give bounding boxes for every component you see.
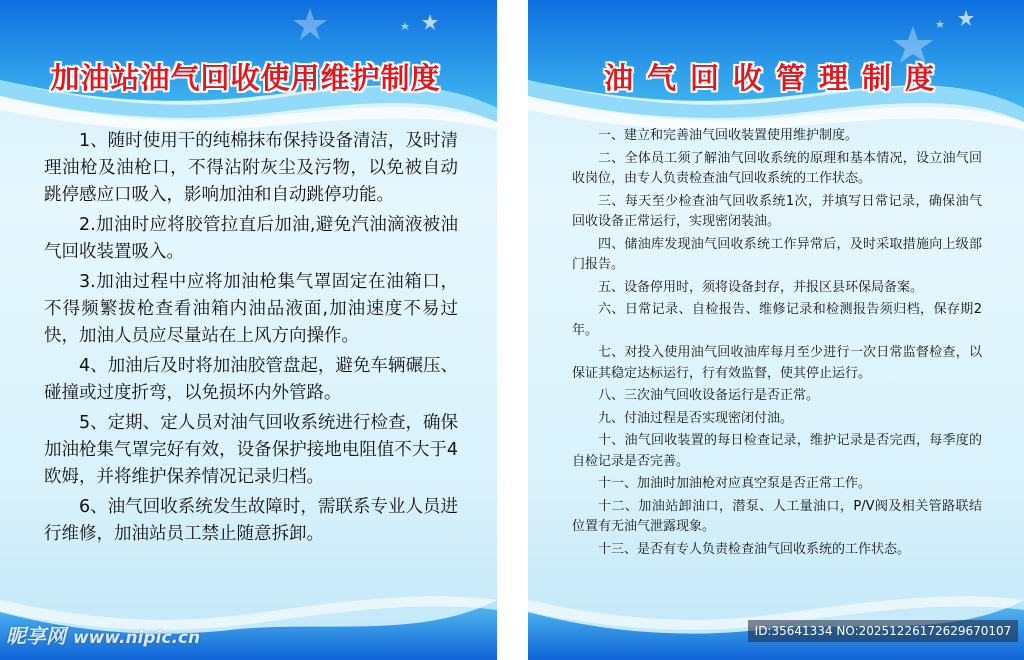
left-rule-2: 2.加油时应将胶管拉直后加油,避免汽油滴液被油气回收装置吸入。: [44, 215, 458, 262]
watermark-brand: 昵享网: [6, 624, 66, 648]
right-rule-13: 十三、是否有专人负责检查油气回收系统的工作状态。: [598, 541, 911, 557]
left-rule-5: 5、定期、定人员对油气回收系统进行检查，确保加油枪集气罩完好有效，设备保护接地电阻值不大于4欧姆，并将维护保养情况记录归档。: [44, 413, 458, 487]
watermark-url: www.nipic.cn: [72, 628, 201, 648]
right-rule-10: 十、油气回收装置的每日检查记录，维护记录是否完西，每季度的自检记录是否完善。: [572, 433, 982, 469]
left-board-title: 加油站油气回收使用维护制度: [50, 61, 441, 95]
right-board-rules: [572, 126, 982, 562]
right-rule-12: 十二、加油站卸油口，潜泵、人工量油口，P/V阀及相关管路联结位置有无油气泄露现象。: [572, 498, 982, 534]
right-rule-9: 九、付油过程是否实现密闭付油。: [598, 410, 794, 426]
right-board-title: 油气回收管理制度: [603, 61, 948, 95]
right-board: [528, 0, 1024, 660]
right-rule-4: 四、储油库发现油气回收系统工作异常后，及时采取措施向上级部门报告。: [572, 236, 982, 272]
right-rule-5: 五、设备停用时，须将设备封存，并报区县环保局备案。: [598, 279, 924, 295]
right-rule-7: 七、对投入使用油气回收油库每月至少进行一次日常监督检查，以保证其稳定达标运行，行有效监督，使其停止运行。: [572, 345, 982, 381]
left-rule-3: 3.加油过程中应将加油枪集气罩固定在油箱口，不得频繁拔枪查看油箱内油品液面,加油速度不易过快，加油人员应尽量站在上风方向操作。: [44, 272, 458, 346]
right-rule-8: 八、三次油气回收设备运行是否正常。: [598, 388, 820, 403]
right-rule-11: 十一、加油时加油枪对应真空泵是否正常工作。: [598, 476, 872, 491]
image-id-strip: ID:35641334 NO:20251226172629670107: [748, 620, 1018, 642]
left-rule-1: 1、随时使用干的纯棉抹布保持设备清洁，及时清理油枪及油枪口，不得沾附灰尘及污物，以免被自动跳停感应口吸入，影响加油和自动跳停功能。: [44, 131, 458, 205]
right-rule-1: 一、建立和完善油气回收装置使用维护制度。: [598, 128, 859, 143]
left-board-rules: [44, 128, 458, 551]
right-rule-2: 二、全体员工须了解油气回收系统的原理和基本情况，设立油气回收岗位，由专人负责检查油气回收系统的工作状态。: [572, 150, 982, 186]
site-watermark: [6, 620, 200, 649]
right-rule-6: 六、日常记录、自检报告、维修记录和检测报告须归档，保存期2年。: [572, 302, 982, 338]
left-rule-4: 4、加油后及时将加油胶管盘起，避免车辆碾压、碰撞或过度折弯，以免损坏内外管路。: [44, 356, 458, 403]
left-rule-6: 6、油气回收系统发生故障时，需联系专业人员进行维修，加油站员工禁止随意拆卸。: [44, 497, 458, 544]
right-rule-3: 三、每天至少检查油气回收系统1次，并填写日常记录，确保油气回收设备正常运行，实现密闭装油。: [572, 193, 982, 229]
left-board: [0, 0, 497, 660]
